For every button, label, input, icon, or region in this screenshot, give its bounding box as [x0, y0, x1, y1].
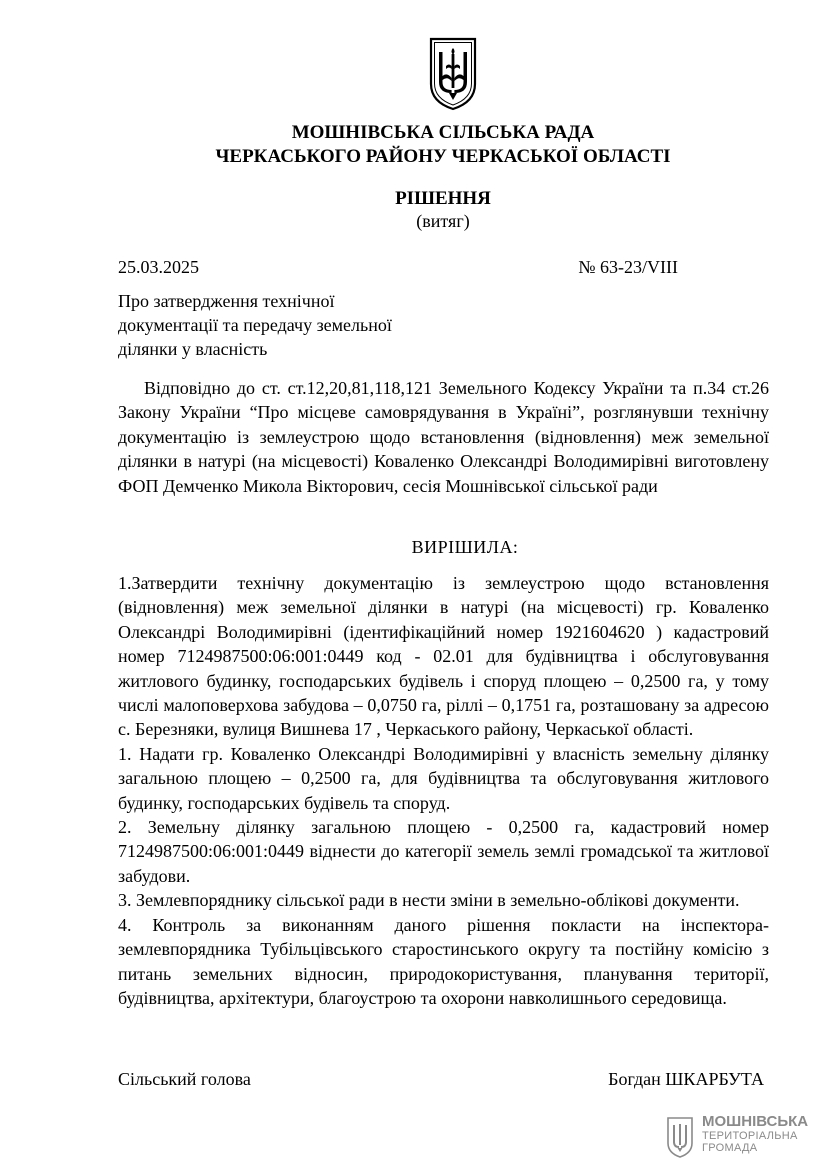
decision-number: № 63-23/VIII [578, 257, 678, 277]
decision-point: 1. Надати гр. Коваленко Олександрі Володимирівні у власність земельну ділянку загальною площею – 0,2500 га, для будівництва та обслуговування житлового будинку, господарських будівель та споруд. [118, 743, 769, 813]
trident-icon [666, 1116, 694, 1158]
watermark-line: ГРОМАДА [702, 1142, 758, 1154]
decision-point: 4. Контроль за виконанням даного рішення покласти на інспектора-землевпорядника Тубільцівського старостинського округу та постійну комісію з питань земельних відносин, природокористування, планування території, будівництва, архітектури, благоустрою та охорони навколишнього середовища. [118, 914, 769, 1008]
decision-point: 2. Земельну ділянку загальною площею - 0,2500 га, кадастровий номер 7124987500:06:001:0449 віднести до категорії земель землі громадської та житлової забудови. [118, 817, 769, 886]
council-name-line2: ЧЕРКАСЬКОГО РАЙОНУ ЧЕРКАСЬКОЇ ОБЛАСТІ [215, 146, 671, 167]
decision-point: 3. Землевпоряднику сільської ради в нести зміни в земельно-облікові документи. [118, 890, 740, 911]
resolved-heading: ВИРІШИЛА: [411, 537, 519, 557]
decision-points [118, 571, 769, 1010]
subject-line: Про затвердження технічної [118, 291, 335, 311]
signatory-name: Богдан ШКАРБУТА [608, 1069, 764, 1089]
document-subtitle: (витяг) [416, 211, 470, 231]
subject-line: ділянки у власність [118, 339, 268, 359]
trident-coat-of-arms-icon [428, 36, 478, 112]
subject-line: документації та передачу земельної [118, 315, 392, 335]
council-name-line1: МОШНІВСЬКА СІЛЬСЬКА РАДА [291, 122, 595, 143]
decision-point: 1.Затвердити технічну документацію із землеустрою щодо встановлення (відновлення) меж земельної ділянки в натурі (на місцевості) гр. Коваленко Олександрі Володимирівні (ідентифікаційний номер 1921604620 ) кадастровий номер 7124987500:06:001:0449 код - 02.01 для будівництва і обслуговування житлового будинку, господарських будівель і споруд площею – 0,2500 га, у тому числі малоповерхова забудова – 0,0750 га, ріллі – 0,1751 га, розташовану за адресою с. Березняки, вулиця Вишнева 17 , Черкаського району, Черкаської області. [118, 573, 769, 740]
community-watermark [666, 1114, 811, 1158]
signatory-position: Сільський голова [118, 1069, 251, 1089]
signature-row [118, 1069, 764, 1090]
decision-date: 25.03.2025 [118, 257, 199, 277]
watermark-line: МОШНІВСЬКА [702, 1113, 809, 1130]
watermark-text [702, 1114, 808, 1154]
preamble-paragraph: Відповідно до ст. ст.12,20,81,118,121 Земельного Кодексу України та п.34 ст.26 Закону України “Про місцеве самоврядування в Україні”, розглянувши технічну документацію із землеустрою щодо встановлення (відновлення) меж земельної ділянки в натурі (на місцевості) Коваленко Олександрі Володимирівні виготовлену ФОП Демченко Микола Вікторович, сесія Мошнівської сільської ради [118, 378, 769, 496]
decision-subject [118, 289, 478, 361]
watermark-line: ТЕРИТОРІАЛЬНА [702, 1130, 798, 1142]
date-number-row [118, 257, 678, 278]
document-title: РІШЕННЯ [395, 188, 491, 209]
